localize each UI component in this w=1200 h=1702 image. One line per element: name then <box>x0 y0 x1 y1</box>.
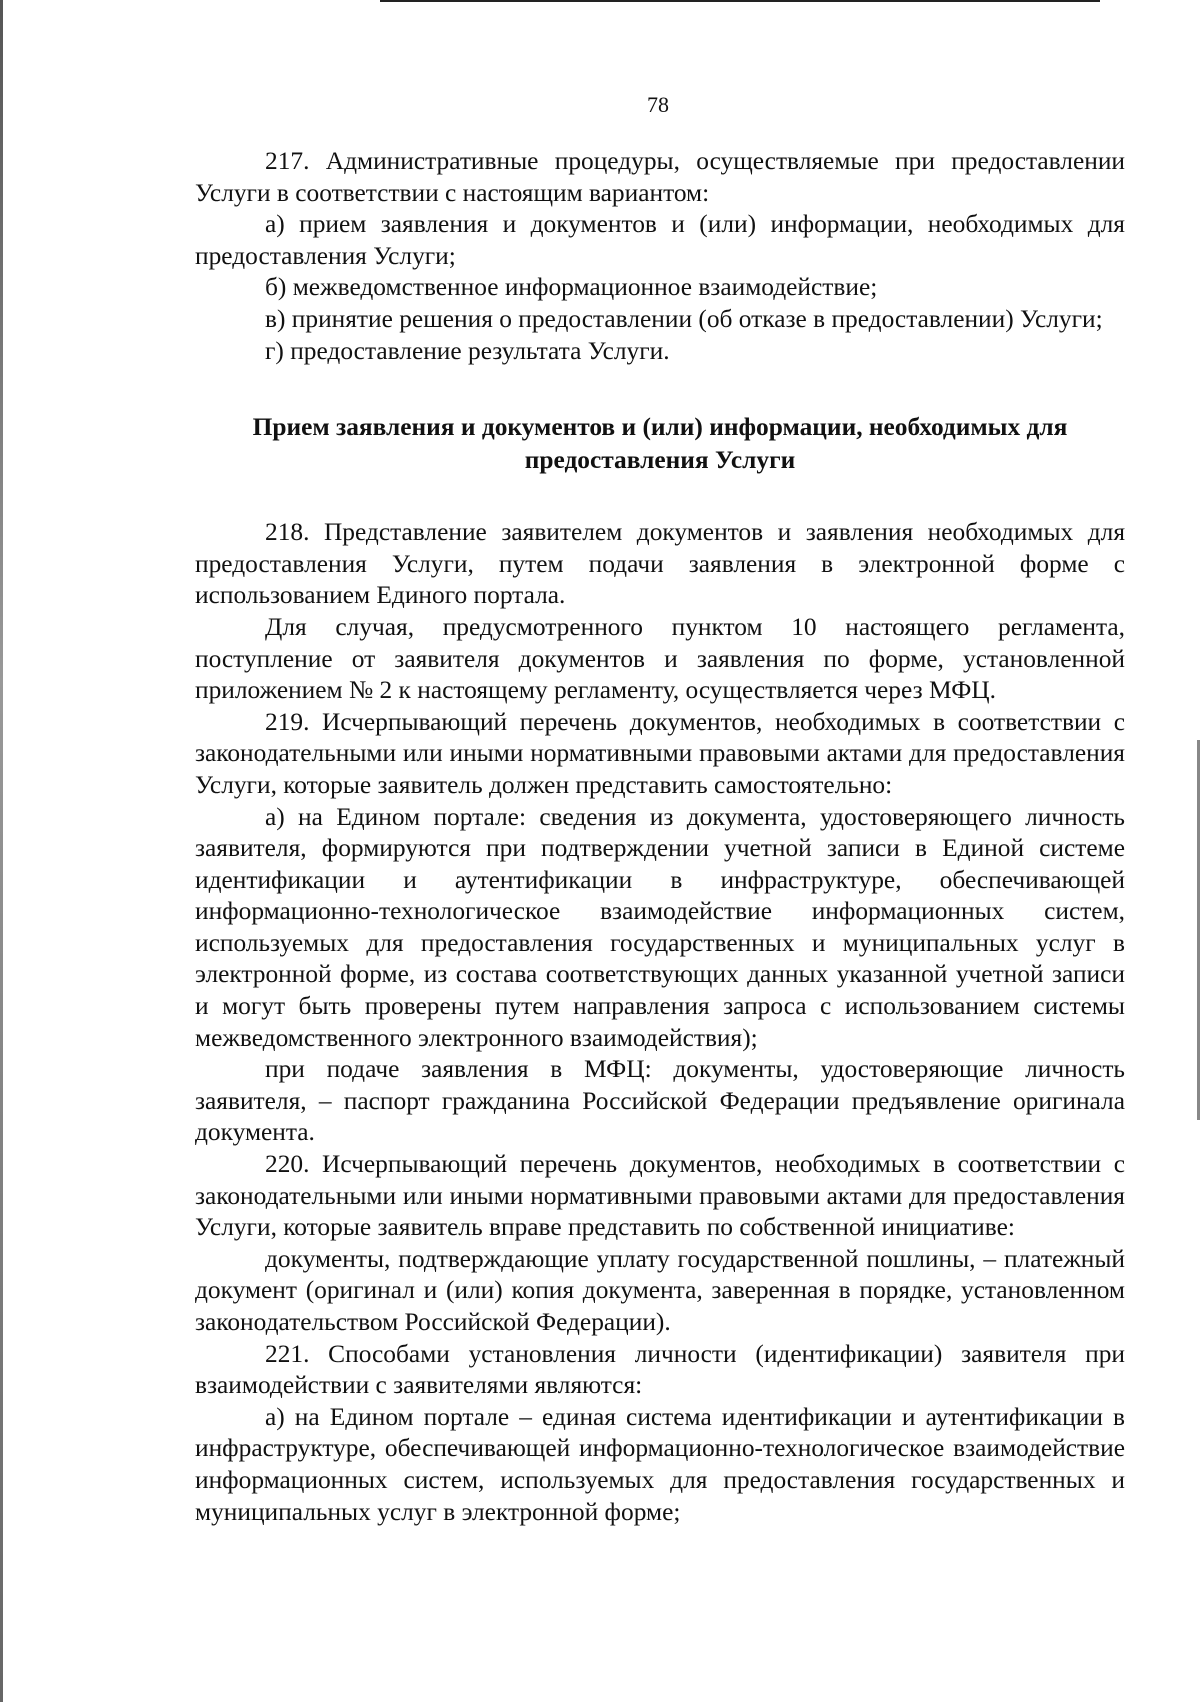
scan-edge-left <box>0 0 3 1702</box>
paragraph-220-docs: документы, подтверждающие уплату государственной пошлины, – платежный документ (оригинал и (или) копия документа, заверенная в порядке, установленном законодательством Российской Федерации). <box>195 1244 1125 1336</box>
page-number: 78 <box>647 92 669 117</box>
list-item-b: б) межведомственное информационное взаимодействие; <box>265 273 878 302</box>
list-item-a: а) прием заявления и документов и (или) информации, необходимых для предоставления Услуги; <box>195 210 1125 270</box>
list-item-g: г) предоставление результата Услуги. <box>265 336 670 365</box>
paragraph-219-a: а) на Едином портале: сведения из документа, удостоверяющего личность заявителя, формируются при подтверждении учетной записи в Единой системе идентификации и аутентификации в инфраструктуре, обеспечивающей информационно-технологическое взаимодействие информационных систем, используемых для предоставления государственных и муниципальных услуг в электронной форме, из состава соответствующих данных указанной учетной записи и могут быть проверены путем направления запроса с использованием системы межведомственного электронного взаимодействия); <box>195 802 1125 1052</box>
paragraph-218: 218. Представление заявителем документов и заявления необходимых для предоставления Услуги, путем подачи заявления в электронной форме с использованием Единого портала. <box>195 518 1125 610</box>
section-heading: Прием заявления и документов и (или) информации, необходимых для предоставления Услуги <box>252 413 1068 475</box>
scan-edge-top <box>380 0 1100 2</box>
paragraph-221-a: а) на Едином портале – единая система идентификации и аутентификации в инфраструктуре, обеспечивающей информационно-технологическое взаимодействие информационных систем, используемых для предоставления государственных и муниципальных услуг в электронной форме; <box>195 1402 1125 1526</box>
paragraph-221: 221. Способами установления личности (идентификации) заявителя при взаимодействии с заявителями являются: <box>195 1339 1125 1400</box>
list-item-v: в) принятие решения о предоставлении (об отказе в предоставлении) Услуги; <box>265 304 1103 333</box>
paragraph-220: 220. Исчерпывающий перечень документов, необходимых в соответствии с законодательными или иными нормативными правовыми актами для предоставления Услуги, которые заявитель вправе представить по собственной инициативе: <box>195 1150 1125 1242</box>
paragraph-218-mfc: Для случая, предусмотренного пунктом 10 настоящего регламента, поступление от заявителя документов и заявления по форме, установленной приложением № 2 к настоящему регламенту, осуществляется через МФЦ. <box>195 612 1125 705</box>
paragraph-219-mfc: при подаче заявления в МФЦ: документы, удостоверяющие личность заявителя, – паспорт гражданина Российской Федерации предъявление оригинала документа. <box>195 1055 1125 1147</box>
paragraph-219: 219. Исчерпывающий перечень документов, необходимых в соответствии с законодательными или иными нормативными правовыми актами для предоставления Услуги, которые заявитель должен представить самостоятельно: <box>195 707 1125 799</box>
document-body <box>195 146 1125 1528</box>
paragraph-217: 217. Административные процедуры, осуществляемые при предоставлении Услуги в соответствии с настоящим вариантом: <box>195 147 1125 207</box>
